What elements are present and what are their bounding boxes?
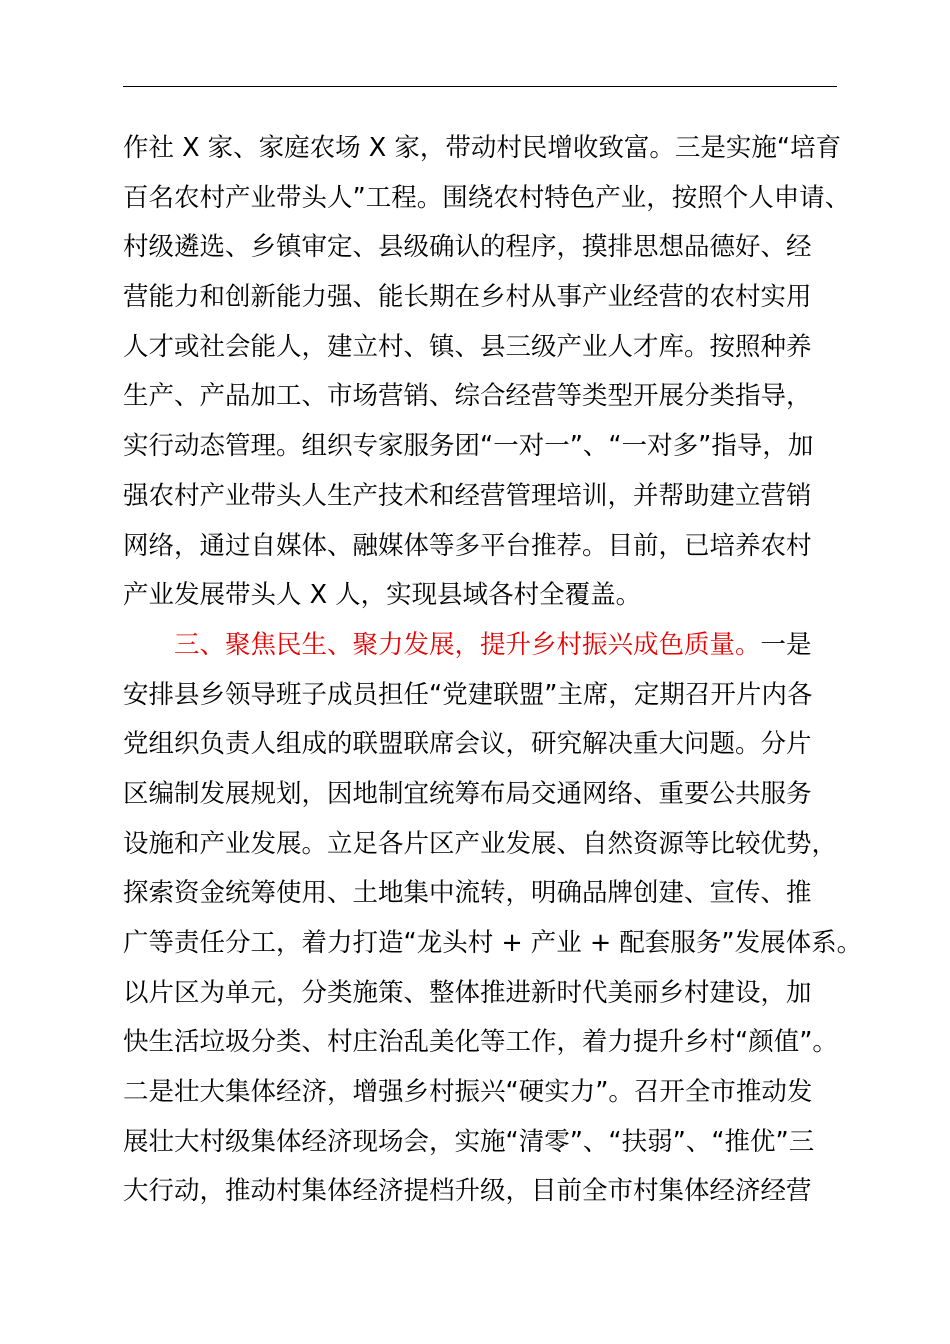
text-line: 探索资金统筹使用、土地集中流转，明确品牌创建、宣传、推 [123,878,812,909]
header-rule [123,86,837,87]
text-line: 作社 X 家、家庭农场 X 家，带动村民增收致富。三是实施“培育 [123,133,842,163]
section-heading: 三、聚焦民生、聚力发展，提升乡村振兴成色质量。 [174,629,761,660]
text-line: 百名农村产业带头人”工程。围绕农村特色产业，按照个人申请、 [123,182,851,213]
text-line: 展壮大村级集体经济现场会，实施“清零”、“扶弱”、“推优”三 [123,1126,815,1157]
text-line: 村级遴选、乡镇审定、县级确认的程序，摸排思想品德好、经 [123,232,812,263]
text-line: 广等责任分工，着力打造“龙头村 + 产业 + 配套服务”发展体系。 [123,928,863,958]
section-heading-line [123,621,863,671]
text-line: 人才或社会能人，建立村、镇、县三级产业人才库。按照种养 [123,331,812,362]
text-line: 安排县乡领导班子成员担任“党建联盟”主席，定期召开片内各 [123,679,813,710]
text-line: 二是壮大集体经济，增强乡村振兴“硬实力”。召开全市推动发 [123,1077,813,1108]
text-line: 快生活垃圾分类、村庄治乱美化等工作，着力提升乡村“颜值”。 [123,1027,838,1058]
text-line: 以片区为单元，分类施策、整体推进新时代美丽乡村建设，加 [123,977,812,1008]
text-line: 产业发展带头人 X 人，实现县域各村全覆盖。 [123,580,642,611]
text-line: 大行动，推动村集体经济提档升级，目前全市村集体经济经营 [123,1176,812,1207]
text-line: 营能力和创新能力强、能长期在乡村从事产业经营的农村实用 [123,282,812,313]
document-body [123,124,863,1217]
text-line: 党组织负责人组成的联盟联席会议，研究解决重大问题。分片 [123,729,812,760]
text-line: 网络，通过自媒体、融媒体等多平台推荐。目前，已培养农村 [123,530,812,561]
text-line: 实行动态管理。组织专家服务团“一对一”、“一对多”指导，加 [123,431,814,462]
text-line: 区编制发展规划，因地制宜统筹布局交通网络、重要公共服务 [123,778,812,809]
text-line: 生产、产品加工、市场营销、综合经营等类型开展分类指导， [123,381,812,412]
heading-tail: 一是 [760,629,812,660]
text-line: 设施和产业发展。立足各片区产业发展、自然资源等比较优势， [123,828,838,859]
text-line: 强农村产业带头人生产技术和经营管理培训，并帮助建立营销 [123,480,812,511]
